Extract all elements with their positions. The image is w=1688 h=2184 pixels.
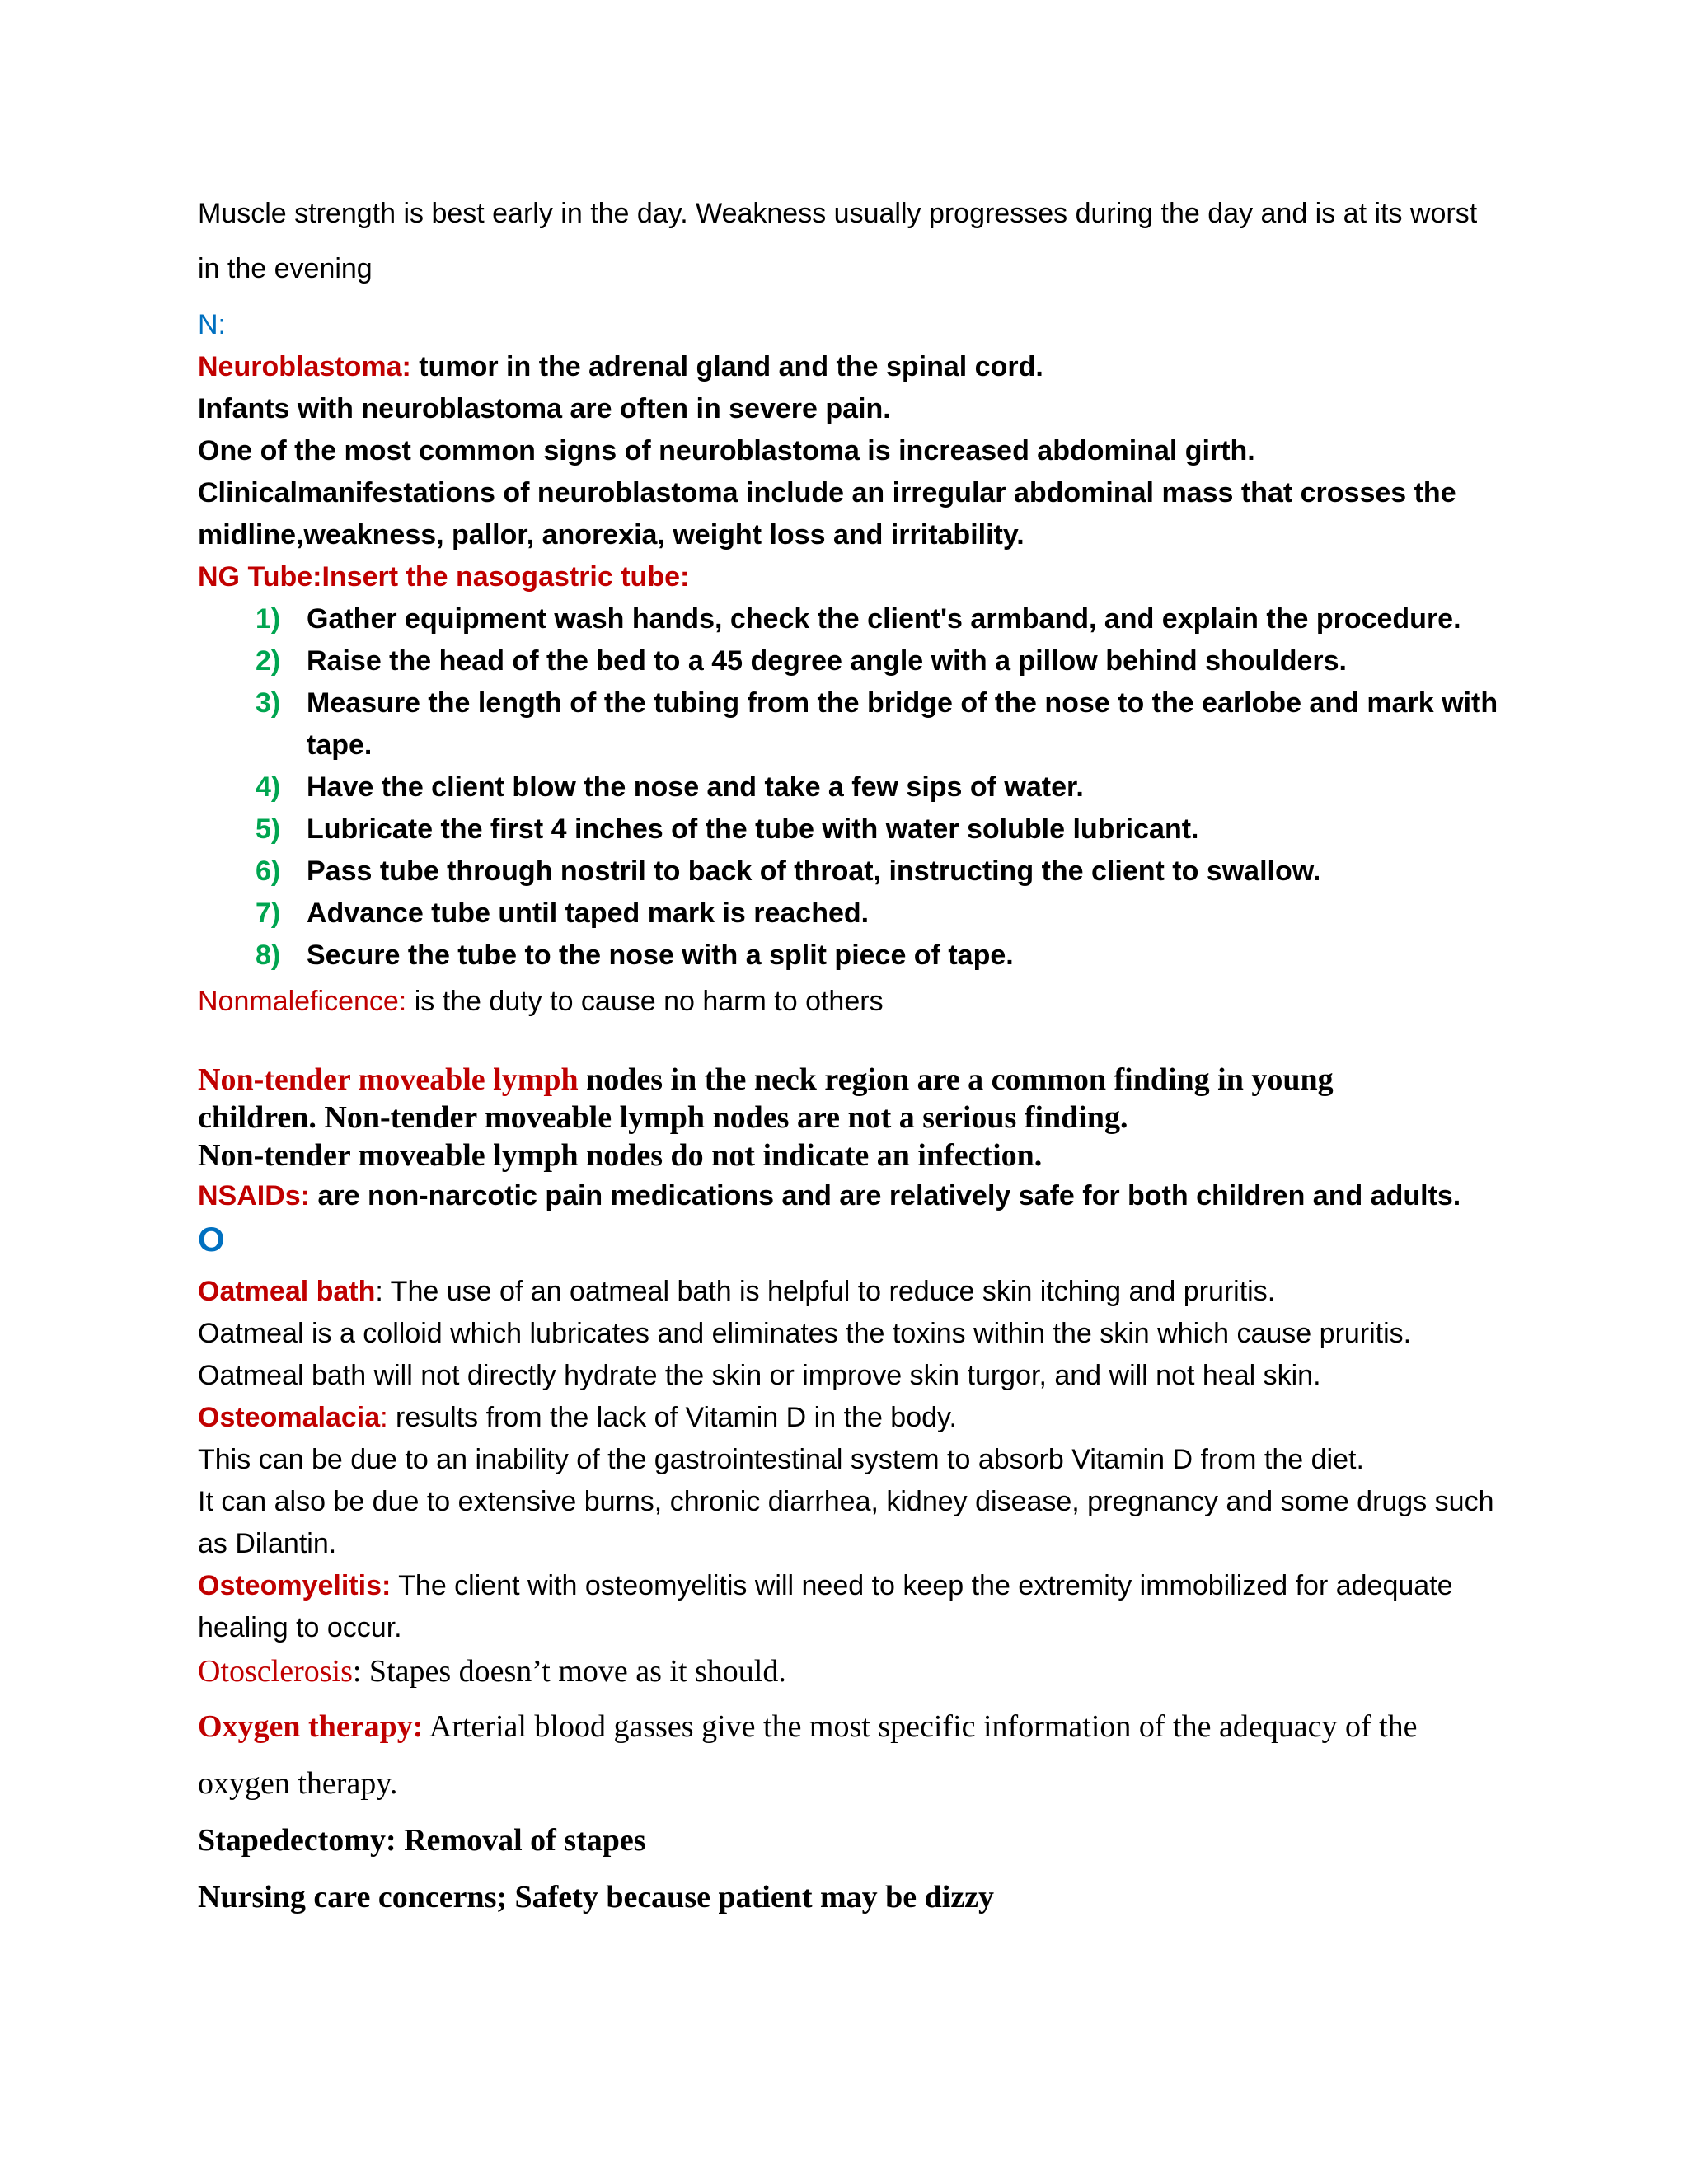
ng-step-number: 6) bbox=[256, 855, 281, 887]
lymph-line-1 bbox=[198, 1062, 1334, 1098]
nonmaleficence-line bbox=[198, 986, 884, 1018]
otosclerosis-line bbox=[198, 1653, 786, 1690]
ng-step-text: Lubricate the first 4 inches of the tube with water soluble lubricant. bbox=[307, 813, 1199, 845]
otosclerosis-definition: : Stapes doesn’t move as it should. bbox=[352, 1654, 786, 1689]
osteomalacia-line-1 bbox=[198, 1402, 957, 1434]
lymph-line-3: Non-tender moveable lymph nodes do not indicate an infection. bbox=[198, 1138, 1043, 1173]
oxygen-therapy-definition: Arterial blood gasses give the most specific information of the adequacy of the bbox=[423, 1709, 1418, 1744]
oatmeal-line-1 bbox=[198, 1276, 1275, 1308]
ng-step-number: 8) bbox=[256, 940, 281, 971]
neuroblastoma-term: Neuroblastoma: bbox=[198, 351, 411, 382]
section-letter-o: O bbox=[198, 1220, 225, 1258]
neuroblastoma-line-5: midline,weakness, pallor, anorexia, weight loss and irritability. bbox=[198, 519, 1025, 551]
ng-step-number: 3) bbox=[256, 687, 281, 719]
lymph-definition: nodes in the neck region are a common finding in young bbox=[578, 1062, 1334, 1097]
oxygen-therapy-line-2: oxygen therapy. bbox=[198, 1766, 398, 1801]
nursing-care-line: Nursing care concerns; Safety because patient may be dizzy bbox=[198, 1880, 995, 1915]
neuroblastoma-line-4: Clinicalmanifestations of neuroblastoma include an irregular abdominal mass that crosses the bbox=[198, 477, 1456, 509]
ng-step-number: 1) bbox=[256, 603, 281, 635]
ng-step-number: 2) bbox=[256, 645, 281, 677]
oxygen-therapy-line-1 bbox=[198, 1708, 1418, 1745]
osteomalacia-line-2: This can be due to an inability of the gastrointestinal system to absorb Vitamin D from the diet. bbox=[198, 1444, 1364, 1475]
otosclerosis-term: Otosclerosis bbox=[198, 1654, 353, 1689]
ng-step-number: 7) bbox=[256, 898, 281, 929]
oatmeal-line-2: Oatmeal is a colloid which lubricates and eliminates the toxins within the skin which cause pruritis. bbox=[198, 1318, 1412, 1349]
osteomalacia-colon: : bbox=[380, 1402, 388, 1433]
osteomyelitis-line-1 bbox=[198, 1570, 1453, 1602]
oatmeal-definition: : The use of an oatmeal bath is helpful to reduce skin itching and pruritis. bbox=[375, 1276, 1276, 1307]
nonmaleficence-definition: is the duty to cause no harm to others bbox=[406, 986, 884, 1017]
ng-step-text: Gather equipment wash hands, check the client's armband, and explain the procedure. bbox=[307, 603, 1461, 635]
ng-step-number: 5) bbox=[256, 813, 281, 845]
lymph-line-2: children. Non-tender moveable lymph nodes are not a serious finding. bbox=[198, 1100, 1128, 1135]
ng-step-number: 4) bbox=[256, 771, 281, 803]
nsaids-definition: are non-narcotic pain medications and are relatively safe for both children and adults. bbox=[310, 1180, 1461, 1212]
intro-line-2: in the evening bbox=[198, 253, 373, 284]
intro-line-1: Muscle strength is best early in the day. Weakness usually progresses during the day and is at its worst bbox=[198, 198, 1478, 229]
osteomyelitis-definition: The client with osteomyelitis will need to keep the extremity immobilized for adequate bbox=[391, 1570, 1453, 1601]
osteomyelitis-line-2: healing to occur. bbox=[198, 1612, 402, 1643]
osteomalacia-term: Osteomalacia bbox=[198, 1402, 381, 1433]
osteomalacia-line-4: as Dilantin. bbox=[198, 1528, 337, 1559]
ng-step-text: Advance tube until taped mark is reached. bbox=[307, 898, 870, 929]
ng-step-text: tape. bbox=[307, 729, 373, 761]
neuroblastoma-line-1 bbox=[198, 351, 1043, 383]
stapedectomy-line: Stapedectomy: Removal of stapes bbox=[198, 1823, 646, 1858]
neuroblastoma-line-2: Infants with neuroblastoma are often in severe pain. bbox=[198, 393, 891, 424]
nonmaleficence-term: Nonmaleficence: bbox=[198, 986, 407, 1017]
oatmeal-line-3: Oatmeal bath will not directly hydrate the skin or improve skin turgor, and will not heal skin. bbox=[198, 1360, 1321, 1391]
oatmeal-term: Oatmeal bath bbox=[198, 1276, 376, 1307]
ng-step-text: Have the client blow the nose and take a few sips of water. bbox=[307, 771, 1084, 803]
neuroblastoma-line-3: One of the most common signs of neuroblastoma is increased abdominal girth. bbox=[198, 435, 1255, 466]
nsaids-term: NSAIDs: bbox=[198, 1180, 311, 1212]
section-letter-n: N: bbox=[198, 309, 226, 340]
ng-step-text: Measure the length of the tubing from the bridge of the nose to the earlobe and mark with bbox=[307, 687, 1498, 719]
osteomalacia-line-3: It can also be due to extensive burns, chronic diarrhea, kidney disease, pregnancy and some drugs such bbox=[198, 1486, 1494, 1517]
ng-tube-heading: NG Tube:Insert the nasogastric tube: bbox=[198, 561, 690, 593]
oxygen-therapy-term: Oxygen therapy: bbox=[198, 1709, 424, 1744]
ng-step-text: Raise the head of the bed to a 45 degree angle with a pillow behind shoulders. bbox=[307, 645, 1348, 677]
ng-step-text: Pass tube through nostril to back of throat, instructing the client to swallow. bbox=[307, 855, 1321, 887]
ng-step-text: Secure the tube to the nose with a split piece of tape. bbox=[307, 940, 1014, 971]
nsaids-line bbox=[198, 1180, 1461, 1212]
neuroblastoma-definition: tumor in the adrenal gland and the spinal cord. bbox=[410, 351, 1043, 382]
osteomyelitis-term: Osteomyelitis: bbox=[198, 1570, 392, 1601]
lymph-term: Non-tender moveable lymph bbox=[198, 1062, 579, 1097]
osteomalacia-definition: results from the lack of Vitamin D in the body. bbox=[387, 1402, 957, 1433]
